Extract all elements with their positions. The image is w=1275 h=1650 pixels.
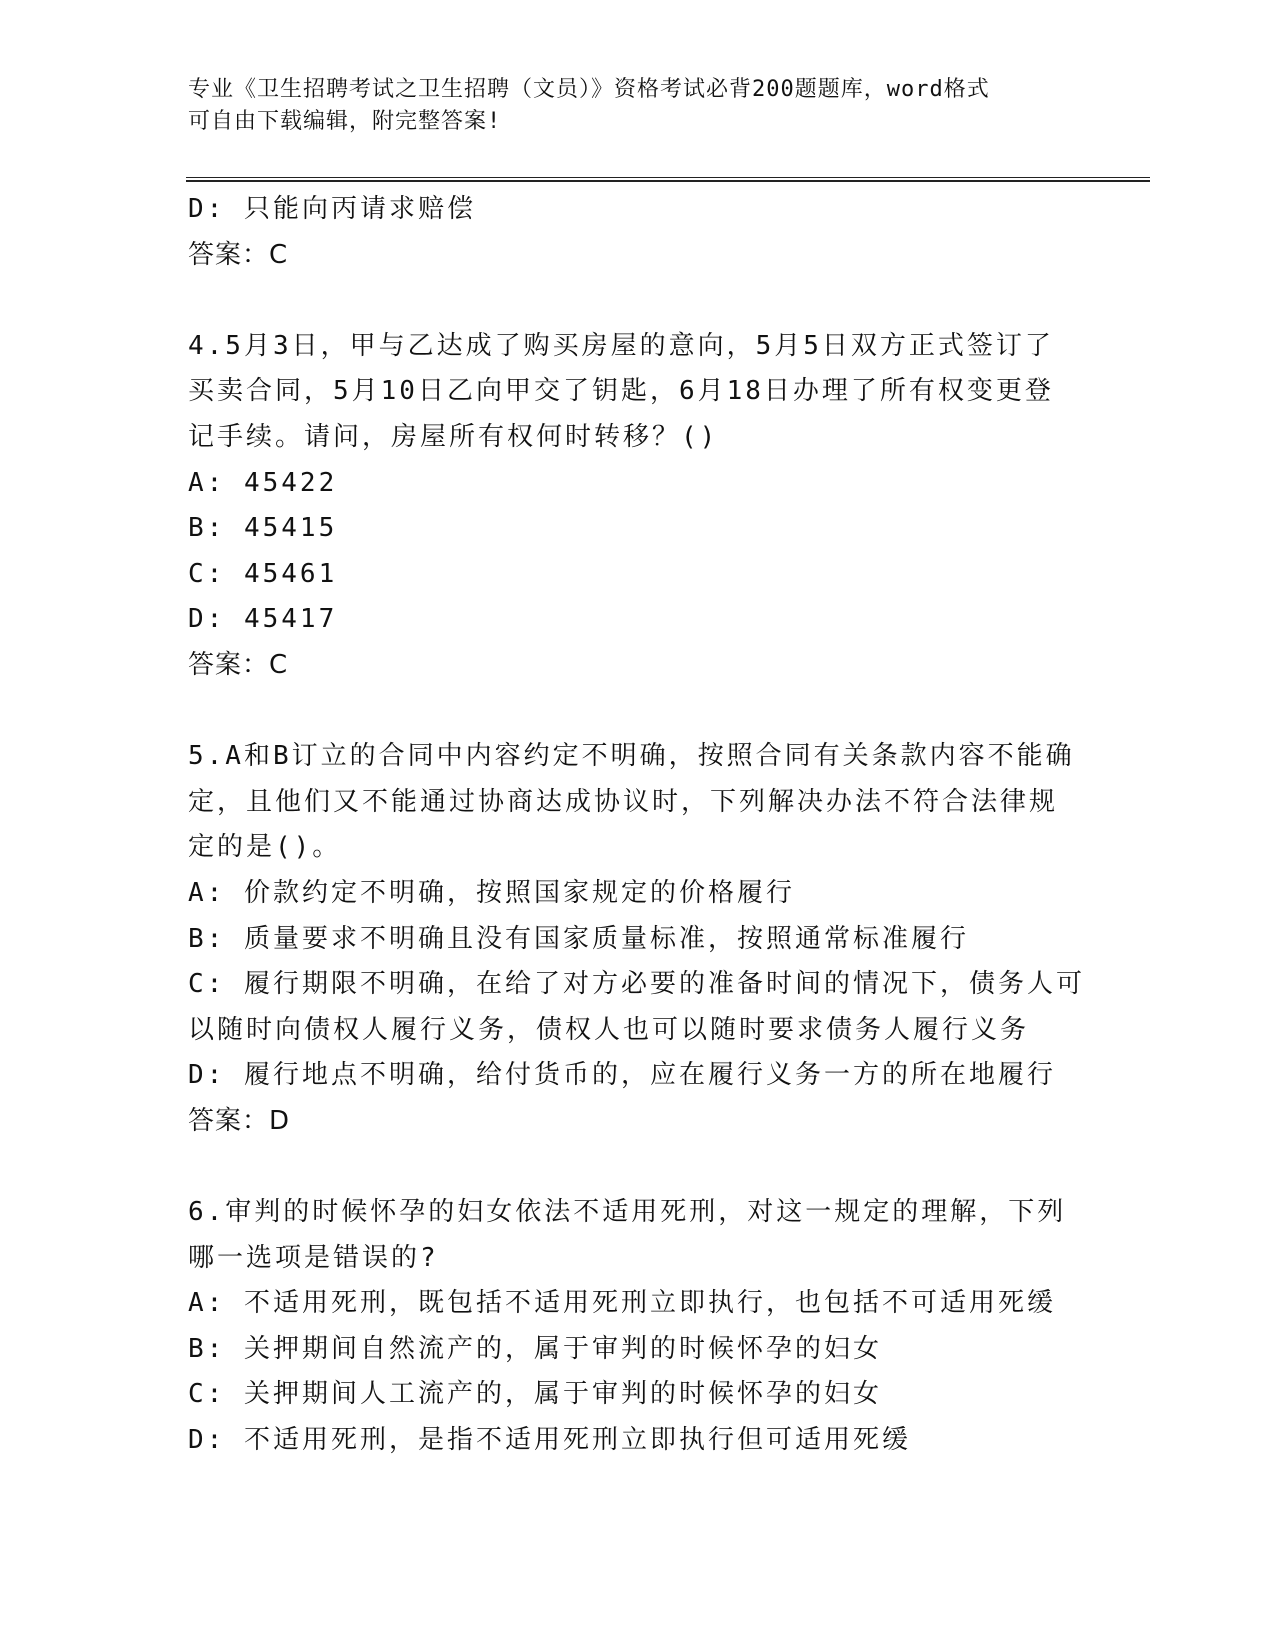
option-a: A: 45422 [188,467,338,498]
question-stem: 哪一选项是错误的? [188,1242,439,1273]
option-a: A: 价款约定不明确，按照国家规定的价格履行 [188,877,795,908]
option-c: C: 履行期限不明确，在给了对方必要的准备时间的情况下，债务人可 [188,969,1085,1000]
option-b: B: 关押期间自然流产的，属于审判的时候怀孕的妇女 [188,1333,882,1364]
option-d: D: 只能向丙请求赔偿 [188,194,476,224]
header-title-line-1: 专业《卫生招聘考试之卫生招聘（文员）》资格考试必背200题题库，word格式 [188,77,990,102]
spacer [188,689,1088,735]
spacer [188,1144,1088,1190]
option-a: A: 不适用死刑，既包括不适用死刑立即执行，也包括不可适用死缓 [188,1288,1056,1319]
option-d: D: 履行地点不明确，给付货币的，应在履行义务一方的所在地履行 [188,1060,1056,1091]
question-stem: 4.5月3日，甲与乙达成了购买房屋的意向，5月5日双方正式签订了 [188,330,1054,361]
question-stem: 买卖合同，5月10日乙向甲交了钥匙，6月18日办理了所有权变更登 [188,376,1054,407]
page-header [188,74,1068,138]
answer-line: 答案：D [188,1105,291,1136]
option-d: D: 不适用死刑，是指不适用死刑立即执行但可适用死缓 [188,1425,911,1456]
spacer [188,278,1088,324]
answer-line: 答案：C [188,649,289,680]
question-stem: 5.A和B订立的合同中内容约定不明确，按照合同有关条款内容不能确 [188,741,1075,772]
option-c: C: 关押期间人工流产的，属于审判的时候怀孕的妇女 [188,1379,882,1410]
question-stem: 定的是()。 [188,832,342,863]
header-divider [186,177,1150,182]
question-stem: 6.审判的时候怀孕的妇女依法不适用死刑，对这一规定的理解，下列 [188,1197,1067,1228]
question-stem: 定，且他们又不能通过协商达成协议时，下列解决办法不符合法律规 [188,786,1059,817]
question-5 [188,734,1088,1144]
option-c-continued: 以随时向债权人履行义务，债权人也可以随时要求债务人履行义务 [188,1014,1030,1045]
option-b: B: 质量要求不明确且没有国家质量标准，按照通常标准履行 [188,923,969,954]
question-stem: 记手续。请问，房屋所有权何时转移？() [188,421,719,452]
question-4 [188,324,1088,689]
option-c: C: 45461 [188,558,338,589]
option-b: B: 45415 [188,513,338,544]
header-title-line-2: 可自由下载编辑，附完整答案! [188,109,502,134]
question-list [188,187,1088,1464]
option-d: D: 45417 [188,604,338,635]
question-3-tail [188,187,1088,278]
answer-line: 答案：C [188,239,289,270]
question-6 [188,1190,1088,1464]
